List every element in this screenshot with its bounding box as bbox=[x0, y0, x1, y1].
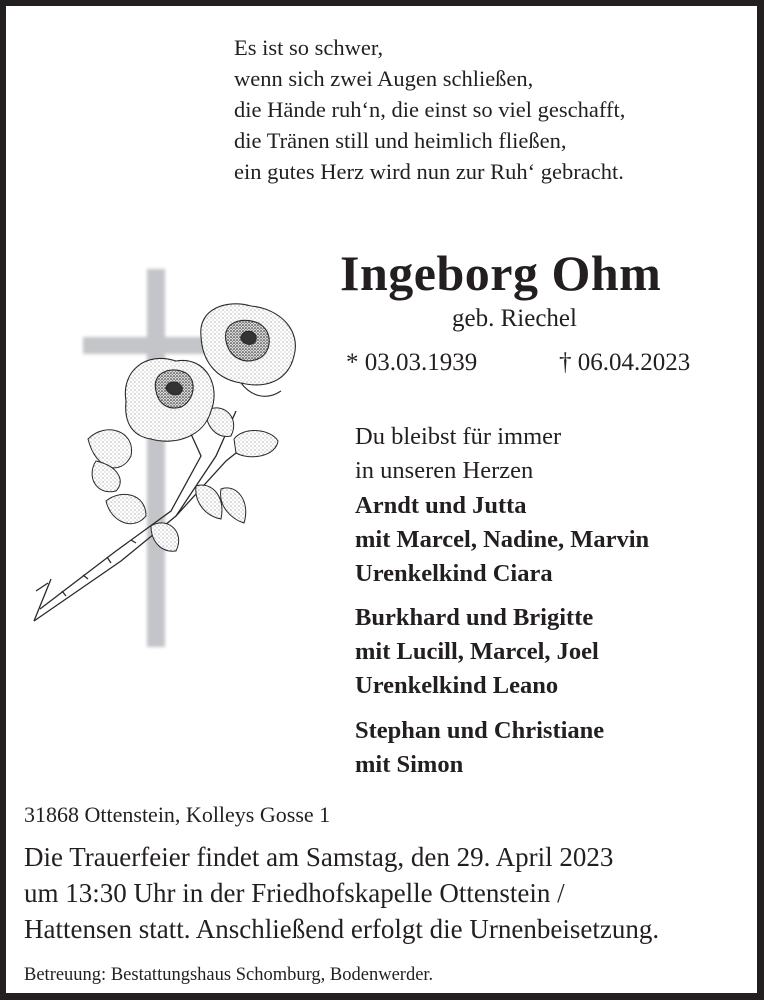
service-line: um 13:30 Uhr in der Friedhofskapelle Ottenstein / bbox=[24, 878, 565, 908]
poem-line: ein gutes Herz wird nun zur Ruh‘ gebracht. bbox=[234, 159, 624, 184]
poem-line: die Hände ruh‘n, die einst so viel geschafft, bbox=[234, 97, 626, 122]
mourner-line: Urenkelkind Ciara bbox=[355, 560, 553, 587]
death-date: † 06.04.2023 bbox=[559, 349, 691, 376]
farewell-line: in unseren Herzen bbox=[355, 457, 534, 484]
address: 31868 Ottenstein, Kolleys Gosse 1 bbox=[24, 802, 331, 827]
farewell-line: Du bleibst für immer bbox=[355, 423, 562, 450]
birth-date: * 03.03.1939 bbox=[346, 349, 478, 376]
poem-line: wenn sich zwei Augen schließen, bbox=[234, 66, 534, 91]
mourner-line: Arndt und Jutta bbox=[355, 492, 527, 519]
cross-with-roses-icon bbox=[26, 261, 326, 651]
poem-line: die Tränen still und heimlich fließen, bbox=[234, 128, 567, 153]
mourner-line: Urenkelkind Leano bbox=[355, 672, 559, 699]
memorial-poem bbox=[234, 32, 625, 187]
deceased-name: Ingeborg Ohm bbox=[340, 245, 662, 301]
mourner-line: mit Simon bbox=[355, 751, 464, 778]
mourner-line: Burkhard und Brigitte bbox=[355, 604, 594, 631]
service-line: Die Trauerfeier findet am Samstag, den 29. April 2023 bbox=[24, 842, 614, 872]
maiden-name: geb. Riechel bbox=[452, 305, 577, 332]
service-details bbox=[24, 839, 659, 947]
mourner-line: mit Marcel, Nadine, Marvin bbox=[355, 526, 650, 553]
funeral-home-credit: Betreuung: Bestattungshaus Schomburg, Bodenwerder. bbox=[24, 965, 434, 985]
poem-line: Es ist so schwer, bbox=[234, 35, 384, 60]
mourner-line: Stephan und Christiane bbox=[355, 717, 605, 744]
service-line: Hattensen statt. Anschließend erfolgt die Urnenbeisetzung. bbox=[24, 914, 660, 944]
mourner-line: mit Lucill, Marcel, Joel bbox=[355, 638, 599, 665]
